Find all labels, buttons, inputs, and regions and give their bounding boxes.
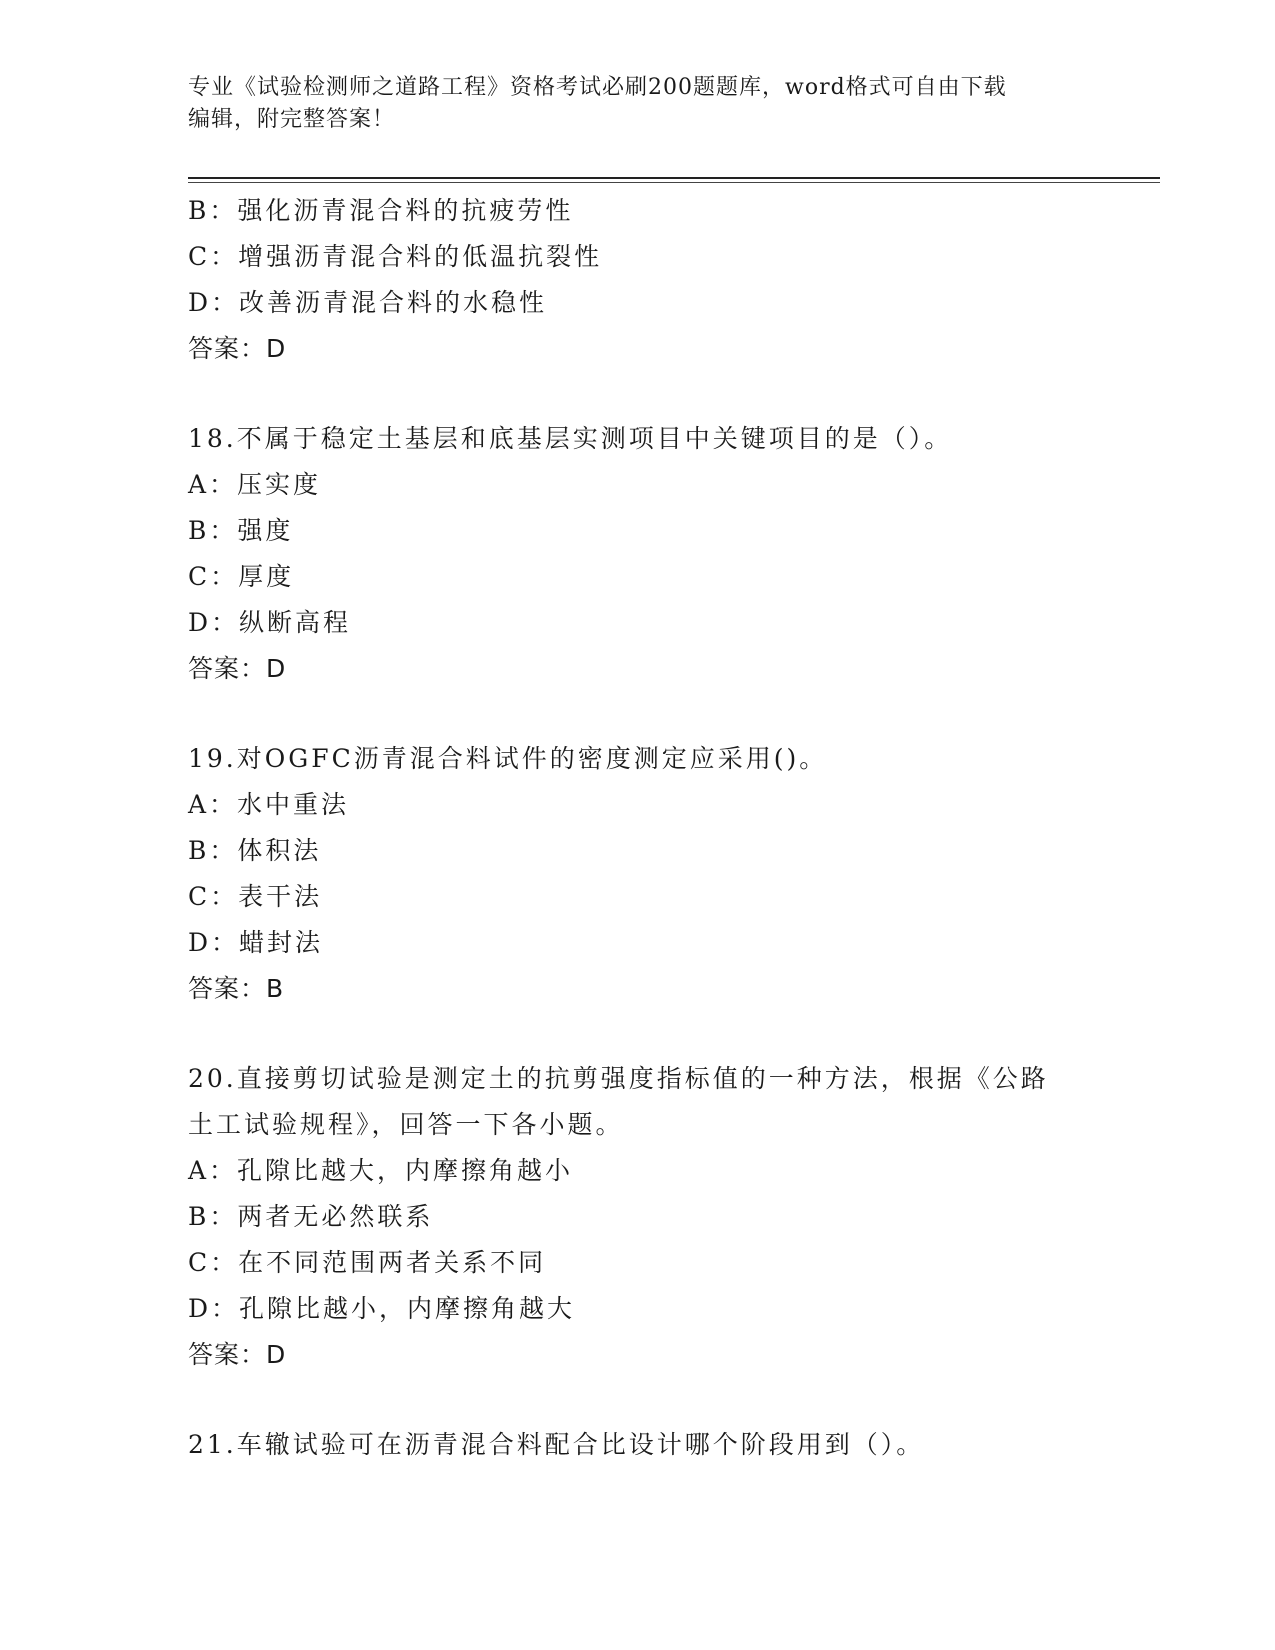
option-a: A：水中重法 <box>188 790 350 819</box>
header-divider-thick <box>188 177 1160 179</box>
option-d: D：纵断高程 <box>188 608 352 637</box>
answer: 答案：D <box>188 654 287 683</box>
option-b: B：体积法 <box>188 836 322 865</box>
option-c: C：厚度 <box>188 562 295 591</box>
question-18-block <box>188 416 1088 692</box>
question-text: 21.车辙试验可在沥青混合料配合比设计哪个阶段用到（）。 <box>188 1430 925 1459</box>
question-text: 19.对OGFC沥青混合料试件的密度测定应采用()。 <box>188 744 828 773</box>
question-text-line-2: 土工试验规程》，回答一下各小题。 <box>188 1110 624 1139</box>
question-text-line-1: 20.直接剪切试验是测定土的抗剪强度指标值的一种方法，根据《公路 <box>188 1064 1049 1093</box>
answer: 答案：D <box>188 334 287 363</box>
question-text: 18.不属于稳定土基层和底基层实测项目中关键项目的是（）。 <box>188 424 953 453</box>
question-list <box>188 188 1088 1468</box>
option-c: C：表干法 <box>188 882 323 911</box>
question-17-block <box>188 188 1088 372</box>
spacer <box>188 1378 1088 1422</box>
option-b: B：强度 <box>188 516 294 545</box>
spacer <box>188 372 1088 416</box>
question-21-block <box>188 1422 1088 1468</box>
option-c: C：增强沥青混合料的低温抗裂性 <box>188 242 603 271</box>
spacer <box>188 1012 1088 1056</box>
header-line-1: 专业《试验检测师之道路工程》资格考试必刷200题题库，word格式可自由下载 <box>188 75 1007 100</box>
answer: 答案：B <box>188 974 285 1003</box>
option-c: C：在不同范围两者关系不同 <box>188 1248 547 1277</box>
option-a: A：孔隙比越大，内摩擦角越小 <box>188 1156 574 1185</box>
option-d: D：孔隙比越小，内摩擦角越大 <box>188 1294 576 1323</box>
answer: 答案：D <box>188 1340 287 1369</box>
option-d: D：蜡封法 <box>188 928 324 957</box>
option-b: B：强化沥青混合料的抗疲劳性 <box>188 196 574 225</box>
option-d: D：改善沥青混合料的水稳性 <box>188 288 548 317</box>
document-header <box>188 72 1068 136</box>
header-divider-thin <box>188 182 1160 183</box>
question-19-block <box>188 736 1088 1012</box>
option-a: A：压实度 <box>188 470 322 499</box>
option-b: B：两者无必然联系 <box>188 1202 434 1231</box>
question-20-block <box>188 1056 1088 1378</box>
header-line-2: 编辑，附完整答案！ <box>188 107 396 132</box>
spacer <box>188 692 1088 736</box>
